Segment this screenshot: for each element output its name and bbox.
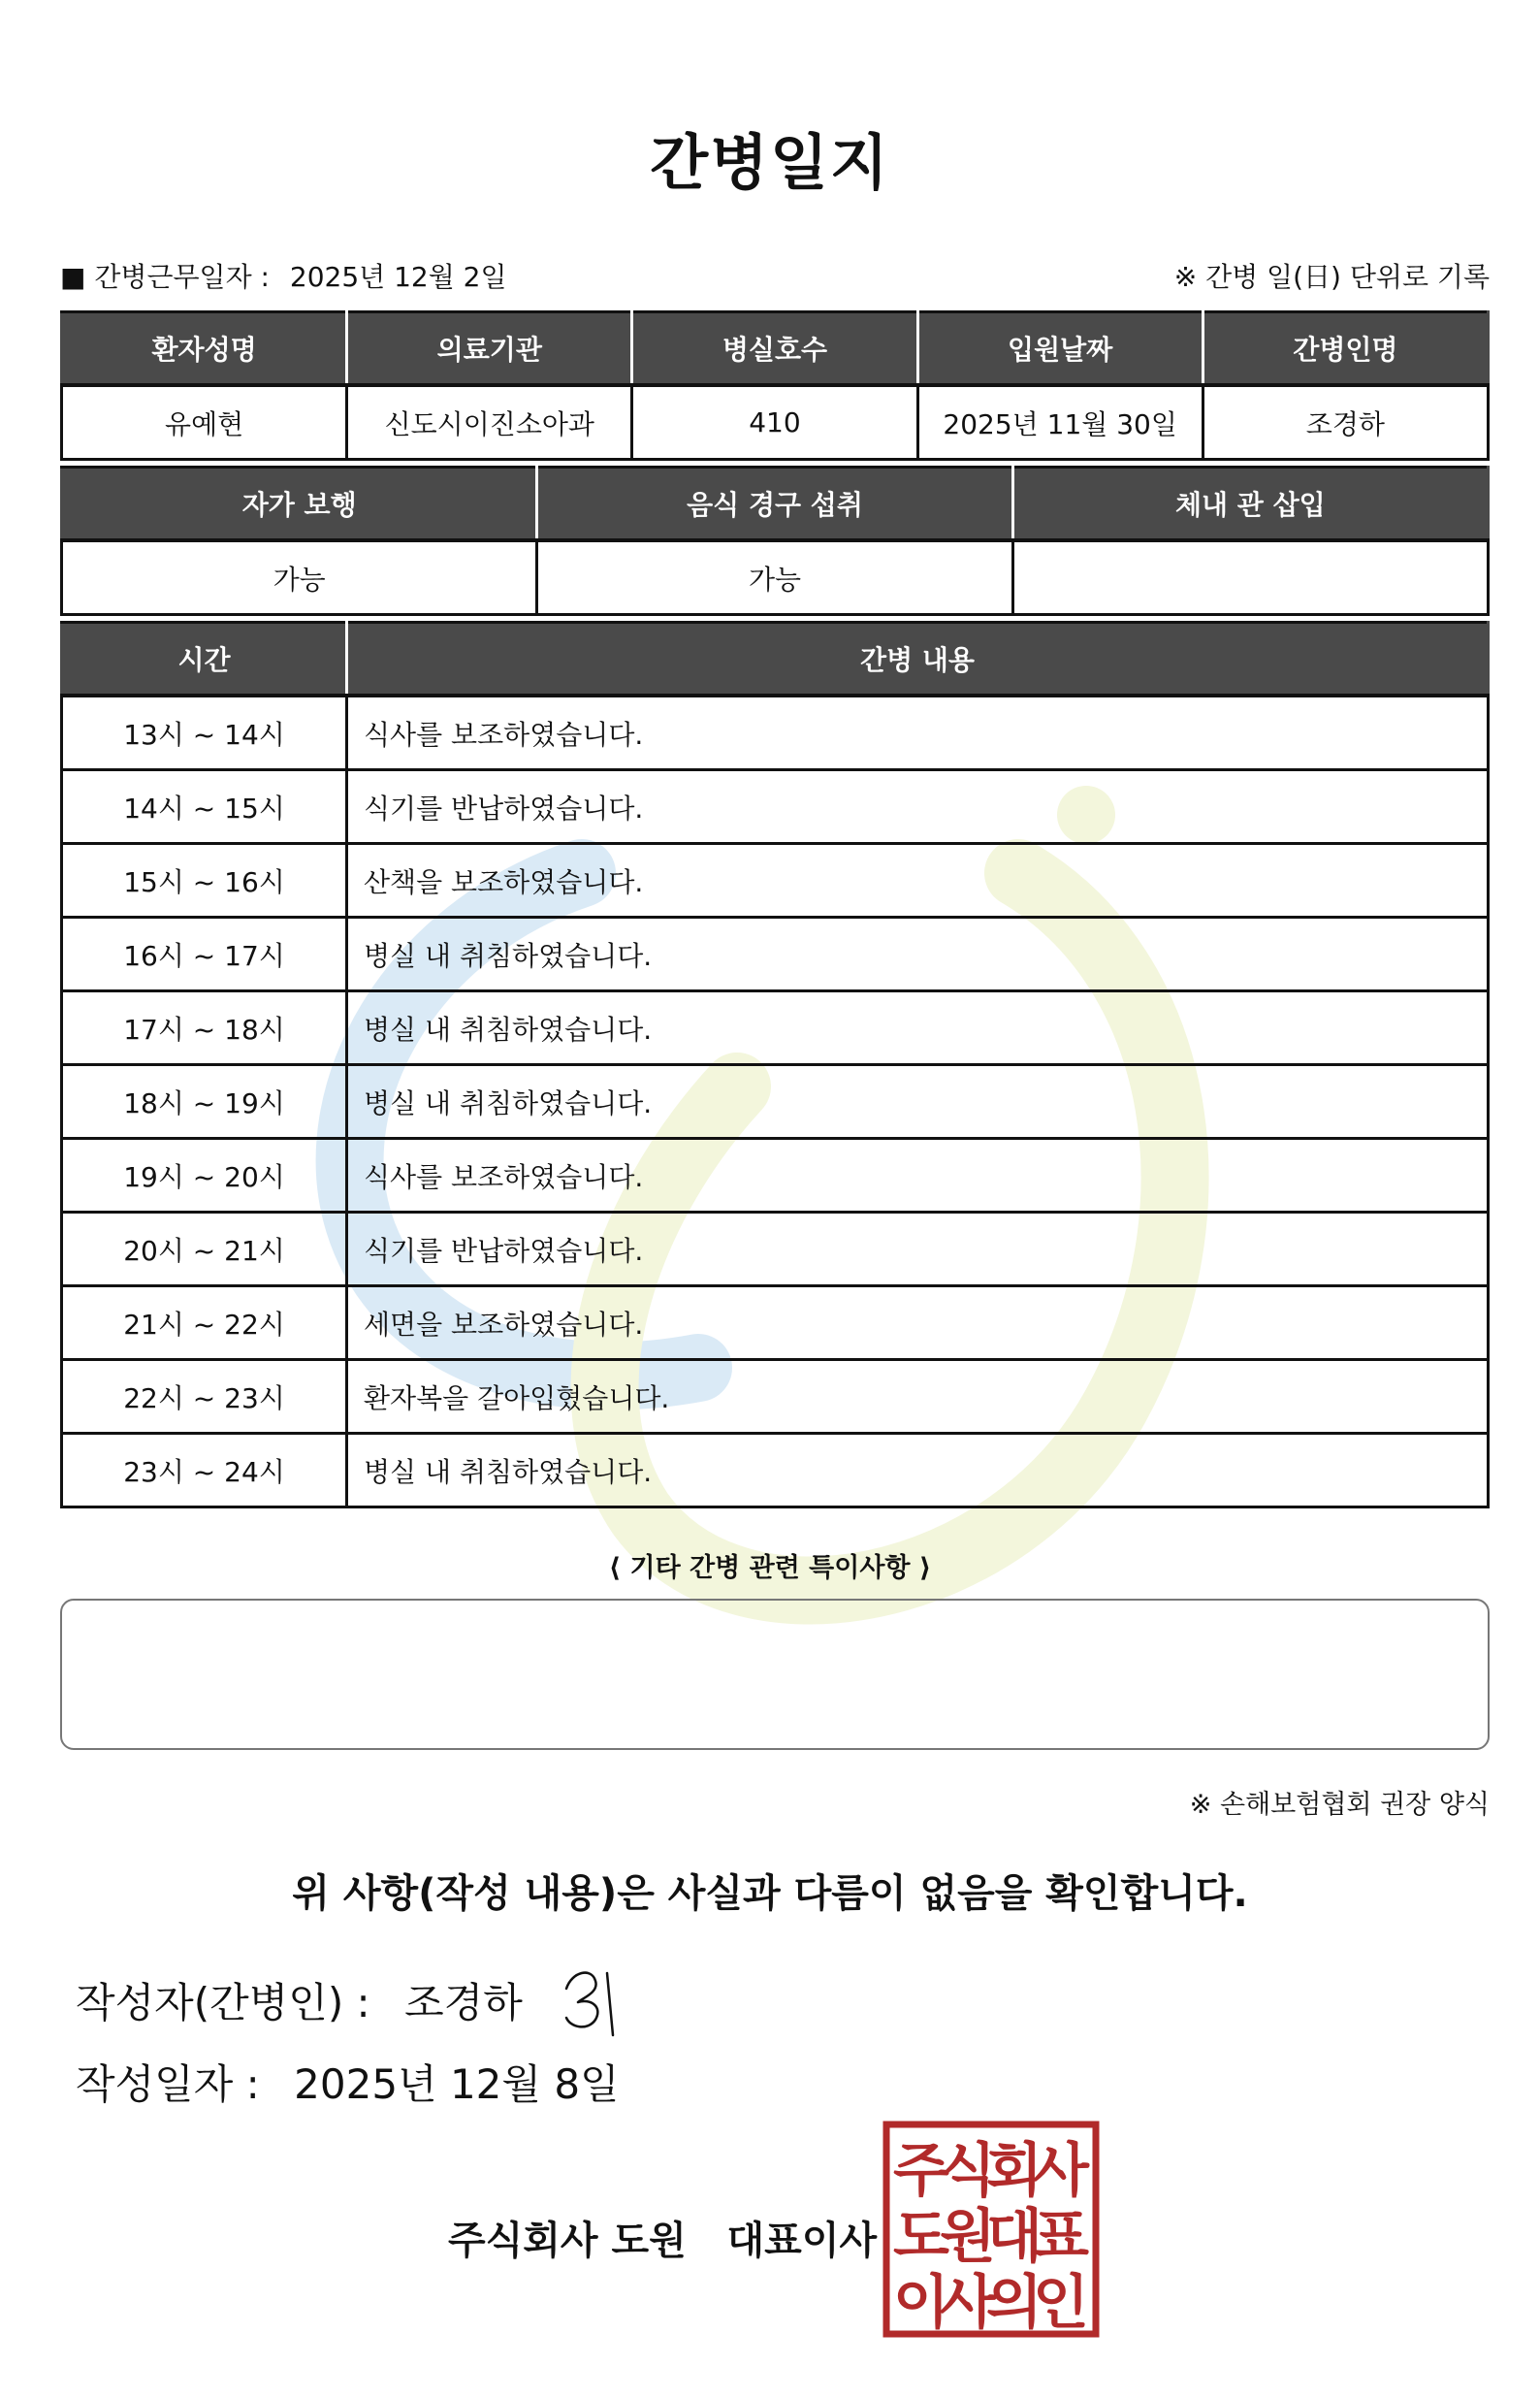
confirmation-statement: 위 사항(작성 내용)은 사실과 다름이 없음을 확인합니다.	[292, 1871, 1248, 1916]
time-cell: 19시 ~ 20시	[62, 1139, 347, 1213]
content-cell: 병실 내 취침하였습니다.	[347, 918, 1489, 991]
svg-text:인: 인	[1033, 2269, 1089, 2337]
table-row	[62, 1360, 1489, 1434]
table-row	[62, 770, 1489, 844]
time-cell: 14시 ~ 15시	[62, 770, 347, 844]
content-cell: 산책을 보조하였습니다.	[347, 844, 1489, 918]
written-date-label: 작성일자 :	[76, 2060, 260, 2108]
content-cell: 식기를 반납하였습니다.	[347, 1213, 1489, 1286]
oral-intake-value: 가능	[537, 540, 1012, 615]
content-cell: 식사를 보조하였습니다.	[347, 1139, 1489, 1213]
svg-text:도: 도	[893, 2203, 949, 2271]
table-row	[62, 1434, 1489, 1507]
patient-status-table	[60, 466, 1490, 616]
svg-text:표: 표	[1033, 2203, 1089, 2271]
self-walking-value: 가능	[62, 540, 537, 615]
room-number: 410	[632, 385, 917, 460]
time-cell: 21시 ~ 22시	[62, 1286, 347, 1360]
header-tube-insertion: 체내 관 삽입	[1012, 468, 1488, 541]
table-row	[62, 1065, 1489, 1139]
work-date-label: ■ 간병근무일자 :	[60, 261, 270, 293]
content-cell: 세면을 보조하였습니다.	[347, 1286, 1489, 1360]
table-row	[62, 1139, 1489, 1213]
time-cell: 15시 ~ 16시	[62, 844, 347, 918]
header-oral-intake: 음식 경구 섭취	[537, 468, 1012, 541]
notes-content	[62, 1601, 1488, 1632]
svg-text:사: 사	[940, 2269, 996, 2337]
header-patient-name: 환자성명	[62, 312, 347, 386]
time-cell: 23시 ~ 24시	[62, 1434, 347, 1507]
svg-text:식: 식	[940, 2137, 996, 2205]
work-date	[60, 256, 507, 295]
company-seal-stamp	[882, 2121, 1100, 2338]
writer-label: 작성자(간병인) :	[76, 1979, 370, 2026]
header-room: 병실호수	[632, 312, 917, 386]
writer-line	[76, 1971, 523, 2029]
time-cell: 13시 ~ 14시	[62, 696, 347, 770]
tube-insertion-value	[1012, 540, 1488, 615]
signature-mark	[553, 1960, 630, 2037]
content-cell: 식기를 반납하였습니다.	[347, 770, 1489, 844]
table-row	[62, 991, 1489, 1065]
header-caregiver: 간병인명	[1203, 312, 1488, 386]
daily-record-note: ※ 간병 일(日) 단위로 기록	[1173, 261, 1490, 293]
written-date-value: 2025년 12월 8일	[294, 2060, 620, 2108]
content-cell: 식사를 보조하였습니다.	[347, 696, 1489, 770]
content-cell: 병실 내 취침하였습니다.	[347, 1065, 1489, 1139]
table-row	[62, 1286, 1489, 1360]
svg-text:주: 주	[893, 2137, 949, 2205]
patient-info-table	[60, 310, 1490, 461]
hospital-name: 신도시이진소아과	[347, 385, 632, 460]
time-cell: 18시 ~ 19시	[62, 1065, 347, 1139]
writer-name: 조경하	[404, 1979, 523, 2026]
svg-text:사: 사	[1033, 2137, 1089, 2205]
document-title: 간병일지	[650, 127, 890, 198]
written-date-line	[76, 2053, 620, 2111]
header-self-walking: 자가 보행	[62, 468, 537, 541]
svg-text:원: 원	[940, 2203, 996, 2271]
content-cell: 병실 내 취침하였습니다.	[347, 1434, 1489, 1507]
table-row	[62, 918, 1489, 991]
care-log-table	[60, 621, 1490, 1508]
header-hospital: 의료기관	[347, 312, 632, 386]
table-row	[62, 696, 1489, 770]
work-date-value: 2025년 12월 2일	[289, 261, 507, 293]
time-cell: 22시 ~ 23시	[62, 1360, 347, 1434]
caregiver-name: 조경하	[1203, 385, 1488, 460]
patient-name: 유예현	[62, 385, 347, 460]
svg-text:의: 의	[986, 2269, 1043, 2337]
table-row	[62, 844, 1489, 918]
svg-text:회: 회	[986, 2137, 1043, 2205]
time-cell: 17시 ~ 18시	[62, 991, 347, 1065]
svg-text:이: 이	[893, 2269, 949, 2337]
header-admission-date: 입원날짜	[917, 312, 1203, 386]
recommendation-note: ※ 손해보험협회 권장 양식	[1189, 1790, 1490, 1820]
table-row	[62, 1213, 1489, 1286]
admission-date: 2025년 11월 30일	[917, 385, 1203, 460]
svg-text:대: 대	[986, 2203, 1043, 2271]
notes-box	[60, 1599, 1490, 1750]
company-signature: 주식회사 도원 대표이사	[448, 2219, 878, 2263]
content-cell: 병실 내 취침하였습니다.	[347, 991, 1489, 1065]
header-time: 시간	[62, 623, 347, 697]
time-cell: 16시 ~ 17시	[62, 918, 347, 991]
header-care-content: 간병 내용	[347, 623, 1489, 697]
time-cell: 20시 ~ 21시	[62, 1213, 347, 1286]
content-cell: 환자복을 갈아입혔습니다.	[347, 1360, 1489, 1434]
notes-title: ⟨ 기타 간병 관련 특이사항 ⟩	[608, 1553, 932, 1583]
